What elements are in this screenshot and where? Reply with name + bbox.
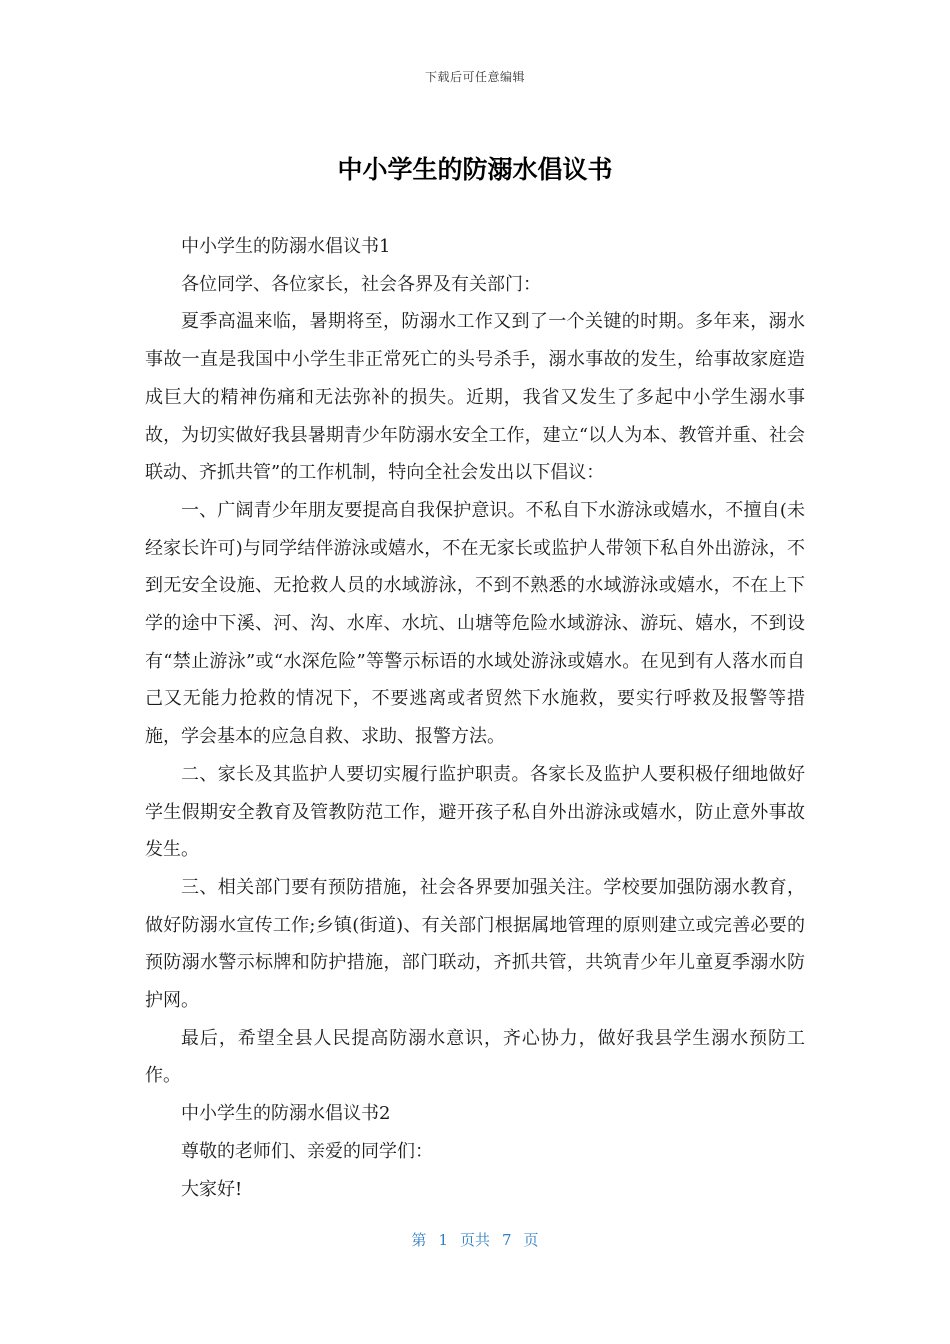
footer-middle: 页共: [459, 1231, 490, 1249]
document-title: 中小学生的防溺水倡议书: [337, 155, 613, 184]
paragraph-point-1: 一、广阔青少年朋友要提高自我保护意识。不私自下水游泳或嬉水，不擅自(未经家长许可)与同学结伴游泳或嬉水，不在无家长或监护人带领下私自外出游泳，不到无安全设施、无抢救人员的水域游泳，不到不熟悉的水域游泳或嬉水，不在上下学的途中下溪、河、沟、水库、水坑、山塘等危险水域游泳、游玩、嬉水，不到设有“禁止游泳”或“水深危险”等警示标语的水域处游泳或嬉水。在见到有人落水而自己又无能力抢救的情况下，不要逃离或者贸然下水施救，要实行呼救及报警等措施，学会基本的应急自救、求助、报警方法。: [145, 499, 805, 748]
page-footer: [0, 1229, 950, 1250]
paragraph-closing: 最后，希望全县人民提高防溺水意识，齐心协力，做好我县学生溺水预防工作。: [145, 1027, 805, 1087]
footer-suffix: 页: [523, 1231, 539, 1249]
greeting: 大家好!: [181, 1178, 243, 1200]
section-heading-1: 中小学生的防溺水倡议书1: [181, 236, 391, 257]
section-heading-2: 中小学生的防溺水倡议书2: [181, 1103, 391, 1125]
paragraph-point-2: 二、家长及其监护人要切实履行监护职责。各家长及监护人要积极仔细地做好学生假期安全教育及管教防范工作，避开孩子私自外出游泳或嬉水，防止意外事故发生。: [145, 763, 805, 861]
document-body: [145, 228, 805, 1208]
footer-prefix: 第: [411, 1231, 427, 1249]
footer-page-number: 1: [438, 1231, 448, 1249]
paragraph-intro: 夏季高温来临，暑期将至，防溺水工作又到了一个关键的时期。多年来，溺水事故一直是我国中小学生非正常死亡的头号杀手，溺水事故的发生，给事故家庭造成巨大的精神伤痛和无法弥补的损失。近期，我省又发生了多起中小学生溺水事故，为切实做好我县暑期青少年防溺水安全工作，建立“以人为本、教管并重、社会联动、齐抓共管”的工作机制，特向全社会发出以下倡议：: [145, 311, 805, 484]
salutation-2: 尊敬的老师们、亲爱的同学们：: [181, 1140, 433, 1162]
header-note: 下载后可任意编辑: [424, 70, 525, 84]
paragraph-point-3: 三、相关部门要有预防措施，社会各界要加强关注。学校要加强防溺水教育，做好防溺水宣传工作;乡镇(街道)、有关部门根据属地管理的原则建立或完善必要的预防溺水警示标牌和防护措施，部门联动，齐抓共管，共筑青少年儿童夏季溺水防护网。: [145, 876, 805, 1012]
salutation-1: 各位同学、各位家长，社会各界及有关部门：: [181, 273, 541, 295]
footer-total-pages: 7: [502, 1231, 512, 1249]
